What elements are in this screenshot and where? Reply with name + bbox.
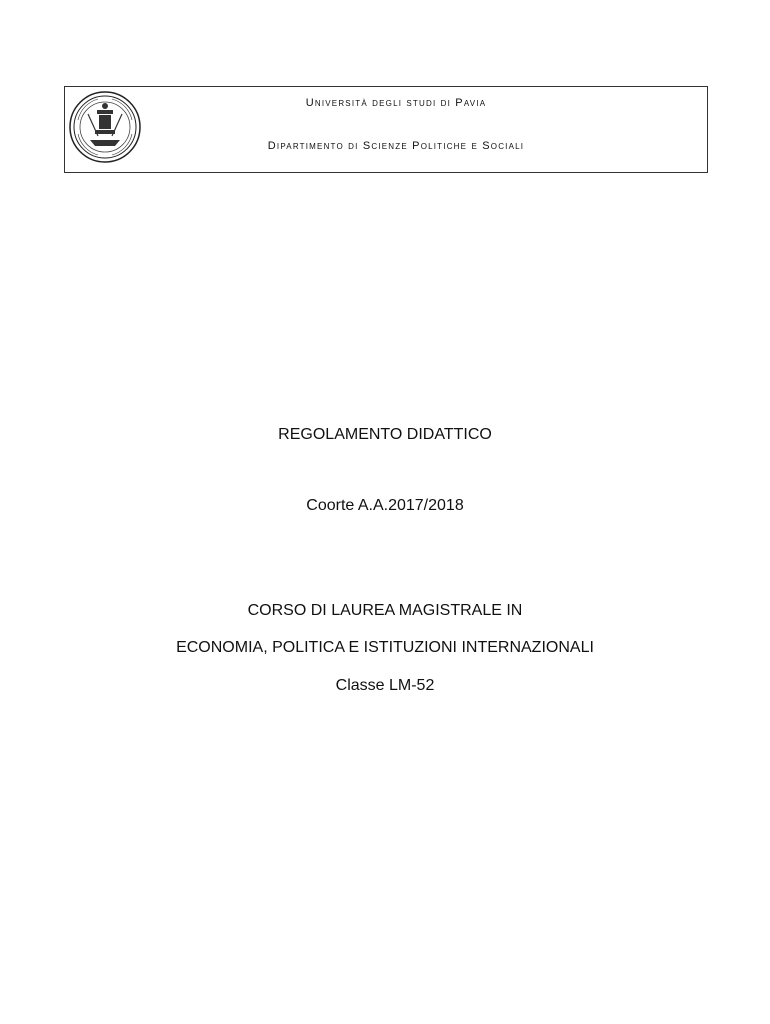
header-box xyxy=(64,86,708,173)
university-name: Università degli studi di Pavia xyxy=(305,97,487,109)
department-name: Dipartimento di Scienze Politiche e Sociali xyxy=(267,140,525,152)
document-title: REGOLAMENTO DIDATTICO xyxy=(278,426,492,443)
course-class: Classe LM-52 xyxy=(335,677,435,694)
course-name: ECONOMIA, POLITICA E ISTITUZIONI INTERNAZIONALI xyxy=(176,639,594,656)
course-type: CORSO DI LAUREA MAGISTRALE IN xyxy=(247,602,523,619)
cohort-label: Coorte A.A.2017/2018 xyxy=(306,497,464,514)
